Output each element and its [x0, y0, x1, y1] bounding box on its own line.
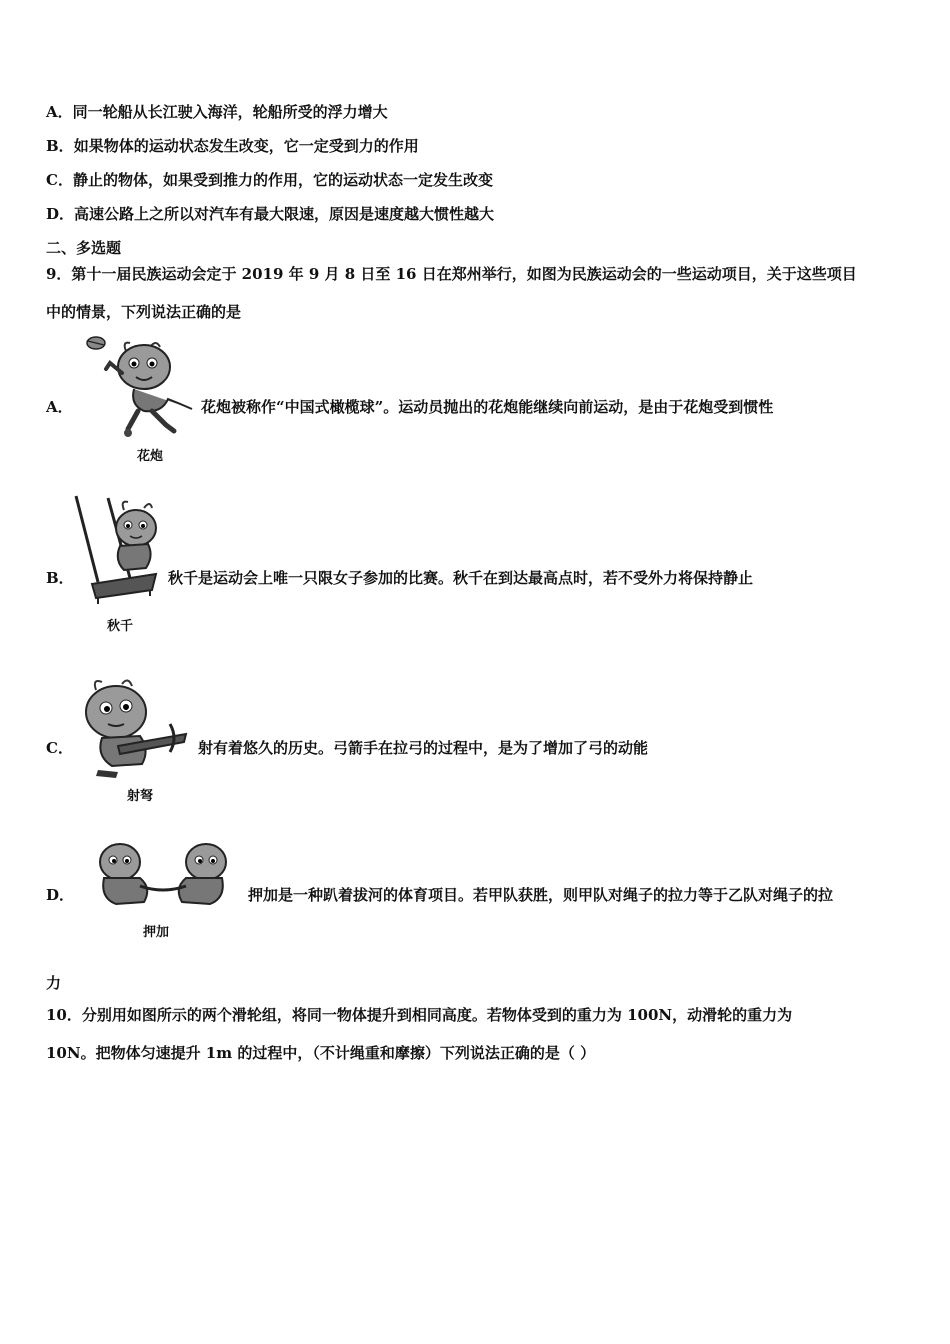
q9-option-c-text: 射有着悠久的历史。弓箭手在拉弓的过程中，是为了增加了弓的动能	[198, 739, 649, 757]
q9-option-b-letter: B．	[46, 569, 74, 587]
q9-option-d-text: 押加是一种趴着拔河的体育项目。若甲队获胜，则甲队对绳子的拉力等于乙队对绳子的拉	[248, 886, 834, 904]
q9-option-a-letter: A．	[46, 398, 73, 416]
q9-option-b-text: 秋千是运动会上唯一只限女子参加的比赛。秋千在到达最高点时，若不受外力将保持静止	[168, 569, 754, 587]
q9-option-a-text: 花炮被称作“中国式橄榄球”。运动员抛出的花炮能继续向前运动，是由于花炮受到惯性	[201, 398, 774, 416]
prev-option-a	[46, 102, 388, 122]
q9-stem-line2: 中的情景，下列说法正确的是	[46, 303, 242, 321]
section-heading: 二、多选题	[46, 239, 122, 257]
prev-option-c	[46, 170, 493, 190]
q9-option-d-continuation: 力	[46, 974, 62, 992]
q9-option-d-letter: D．	[46, 886, 75, 904]
option-letter: D．	[46, 205, 75, 223]
q9-option-c-letter: C．	[46, 739, 73, 757]
q10-stem-line1: 10．分别用如图所示的两个滑轮组，将同一物体提升到相同高度。若物体受到的重力为 100N，动滑轮的重力为	[46, 1006, 793, 1024]
option-text: 静止的物体，如果受到推力的作用，它的运动状态一定发生改变	[72, 171, 493, 189]
mascot-crossbow-icon	[78, 676, 192, 782]
option-letter: C．	[46, 171, 73, 189]
mascot-swing-icon	[70, 494, 162, 614]
option-letter: A．	[46, 103, 73, 121]
option-text: 同一轮船从长江驶入海洋，轮船所受的浮力增大	[72, 103, 388, 121]
q9-option-b-caption: 秋千	[106, 619, 133, 634]
option-letter: B．	[46, 137, 74, 155]
prev-option-b	[46, 136, 419, 156]
option-text: 高速公路上之所以对汽车有最大限速，原因是速度越大惯性越大	[74, 205, 495, 223]
prev-option-d	[46, 204, 494, 224]
q10-stem-line2: 10N。把物体匀速提升 1m 的过程中，（不计绳重和摩擦）下列说法正确的是（ ）	[46, 1044, 596, 1062]
q9-option-c-caption: 射弩	[126, 789, 153, 804]
q9-option-d-caption: 押加	[142, 925, 169, 940]
option-text: 如果物体的运动状态发生改变，它一定受到力的作用	[73, 137, 419, 155]
mascot-throwing-icon	[82, 333, 198, 443]
q9-stem-line1: 9．第十一届民族运动会定于 2019 年 9 月 8 日至 16 日在郑州举行，如图为民族运动会的一些运动项目，关于这些项目	[46, 265, 857, 283]
q9-option-a-caption: 花炮	[136, 449, 163, 464]
mascots-tug-icon	[90, 840, 238, 916]
